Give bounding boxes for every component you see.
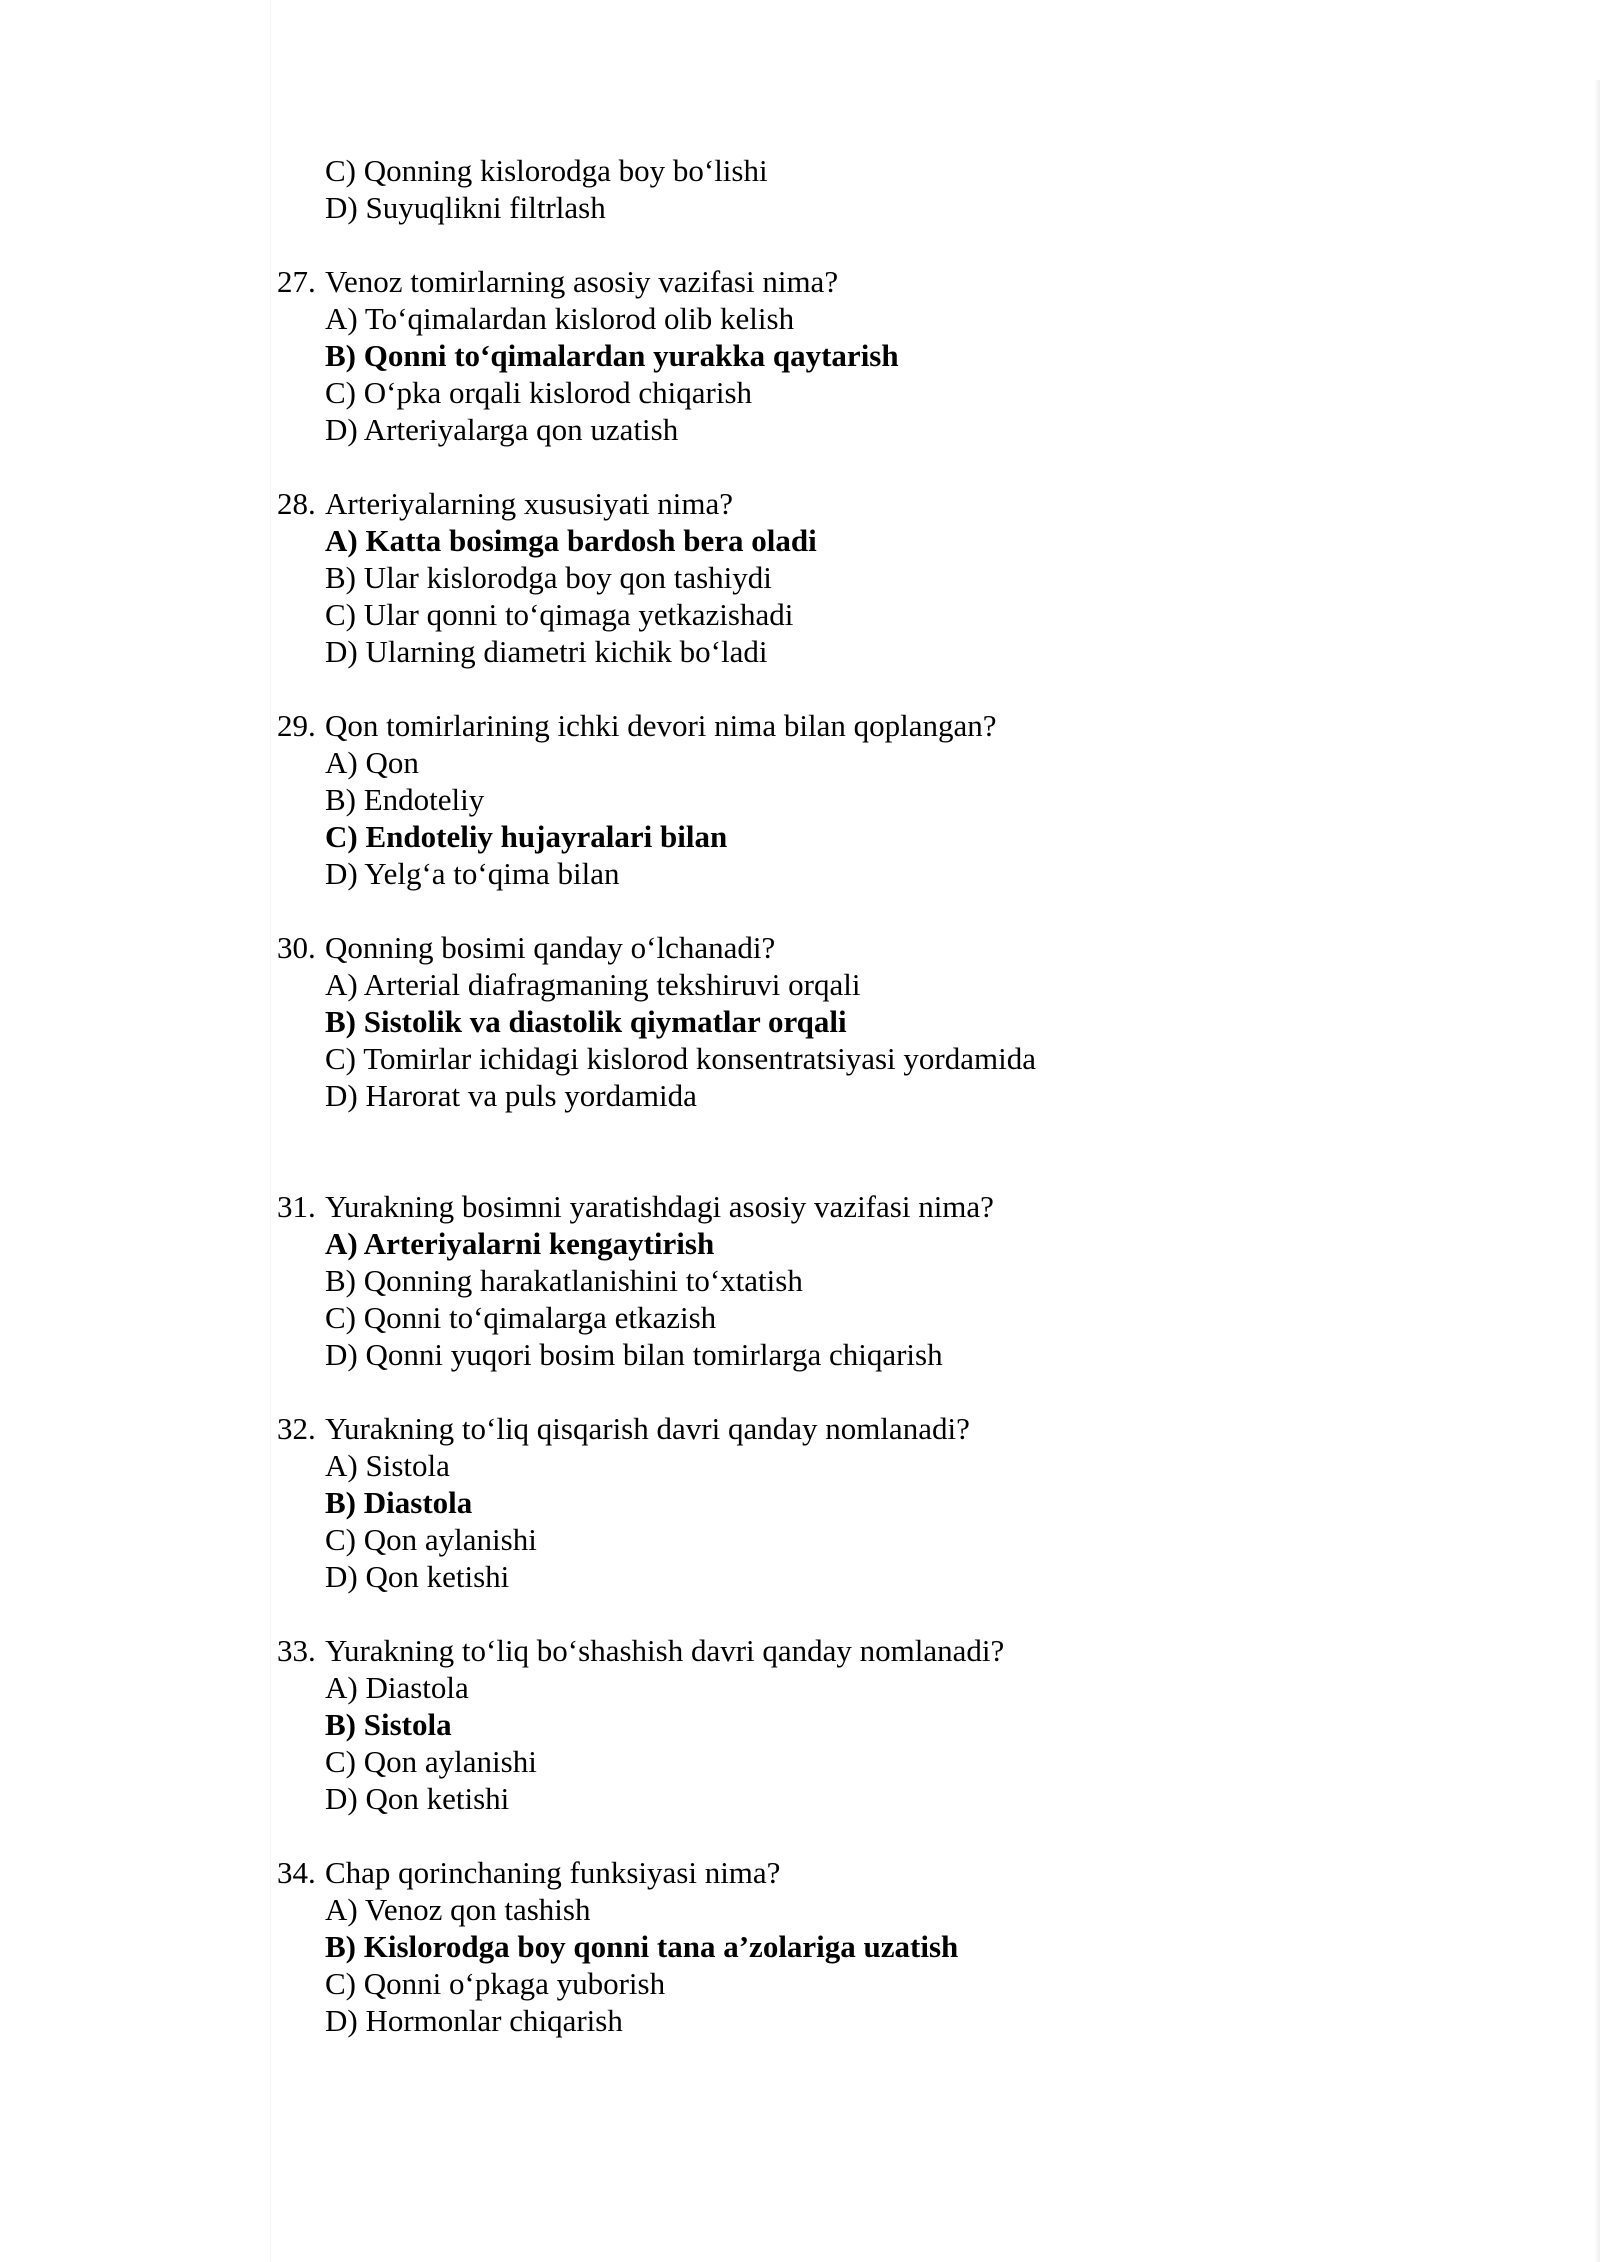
question-text [0, 263, 1600, 300]
answer-option: B) Endoteliy [325, 782, 485, 817]
answer-option: C) Qonni to‘qimalarga etkazish [325, 1300, 717, 1335]
answer-option: A) Katta bosimga bardosh bera oladi [325, 523, 817, 558]
question-block [0, 1188, 1600, 1373]
question-stem: Qon tomirlarining ichki devori nima bilan qoplangan? [325, 708, 997, 743]
question-text [0, 929, 1600, 966]
answer-option: A) Arteriyalarni kengaytirish [325, 1226, 715, 1261]
question-number: 29. [277, 708, 316, 743]
question-text [0, 485, 1600, 522]
question-text [0, 1188, 1600, 1225]
answer-option: B) Kislorodga boy qonni tana a’zolariga uzatish [325, 1929, 959, 1964]
question-number: 32. [277, 1411, 316, 1446]
answer-option: A) Diastola [325, 1670, 469, 1705]
question-stem: Yurakning to‘liq bo‘shashish davri qanday nomlanadi? [325, 1633, 1005, 1668]
question-number: 28. [277, 486, 316, 521]
question-text [0, 1410, 1600, 1447]
question-block [0, 1410, 1600, 1595]
question-number: 33. [277, 1633, 316, 1668]
question-text [0, 1632, 1600, 1669]
question-stem: Yurakning bosimni yaratishdagi asosiy vazifasi nima? [325, 1189, 994, 1224]
answer-option: C) Qon aylanishi [325, 1522, 537, 1557]
question-stem: Venoz tomirlarning asosiy vazifasi nima? [325, 264, 839, 299]
question-block [0, 485, 1600, 670]
question-stem: Chap qorinchaning funksiyasi nima? [325, 1855, 781, 1890]
question-block [0, 707, 1600, 892]
answer-option: B) Ular kislorodga boy qon tashiydi [325, 560, 772, 595]
answer-option: B) Qonning harakatlanishini to‘xtatish [325, 1263, 803, 1298]
answer-option: A) To‘qimalardan kislorod olib kelish [325, 301, 795, 336]
answer-option: D) Hormonlar chiqarish [325, 2003, 623, 2038]
answer-option: A) Venoz qon tashish [325, 1892, 591, 1927]
answer-option: D) Ularning diametri kichik bo‘ladi [325, 634, 768, 669]
answer-option: B) Qonni to‘qimalardan yurakka qaytarish [325, 338, 899, 373]
question-stem: Qonning bosimi qanday o‘lchanadi? [325, 930, 776, 965]
question-number: 30. [277, 930, 316, 965]
question-number: 31. [277, 1189, 316, 1224]
question-text [0, 1854, 1600, 1891]
answer-option: D) Qon ketishi [325, 1781, 510, 1816]
question-block [0, 263, 1600, 448]
question-block [0, 1854, 1600, 2039]
answer-option: C) Qonni o‘pkaga yuborish [325, 1966, 666, 2001]
answer-option: D) Yelg‘a to‘qima bilan [325, 856, 620, 891]
answer-option: D) Qon ketishi [325, 1559, 510, 1594]
question-block [0, 1632, 1600, 1817]
answer-option: C) Tomirlar ichidagi kislorod konsentratsiyasi yordamida [325, 1041, 1036, 1076]
answer-option: A) Sistola [325, 1448, 450, 1483]
answer-option: C) Ular qonni to‘qimaga yetkazishadi [325, 597, 794, 632]
answer-option: C) Endoteliy hujayralari bilan [325, 819, 728, 854]
answer-option: D) Harorat va puls yordamida [325, 1078, 697, 1113]
answer-option: A) Arterial diafragmaning tekshiruvi orqali [325, 967, 861, 1002]
lead-option: C) Qonning kislorodga boy bo‘lishi [325, 153, 768, 188]
answer-option: C) Qon aylanishi [325, 1744, 537, 1779]
question-number: 34. [277, 1855, 316, 1890]
question-list [0, 152, 1600, 2039]
answer-option: B) Sistolik va diastolik qiymatlar orqali [325, 1004, 847, 1039]
lead-option: D) Suyuqlikni filtrlash [325, 190, 606, 225]
answer-option: D) Arteriyalarga qon uzatish [325, 412, 679, 447]
answer-option: B) Diastola [325, 1485, 473, 1520]
question-text [0, 707, 1600, 744]
question-stem: Arteriyalarning xususiyati nima? [325, 486, 734, 521]
answer-option: A) Qon [325, 745, 419, 780]
answer-option: B) Sistola [325, 1707, 452, 1742]
answer-option: D) Qonni yuqori bosim bilan tomirlarga chiqarish [325, 1337, 943, 1372]
question-stem: Yurakning to‘liq qisqarish davri qanday nomlanadi? [325, 1411, 970, 1446]
answer-option: C) O‘pka orqali kislorod chiqarish [325, 375, 753, 410]
question-block [0, 929, 1600, 1114]
question-number: 27. [277, 264, 316, 299]
